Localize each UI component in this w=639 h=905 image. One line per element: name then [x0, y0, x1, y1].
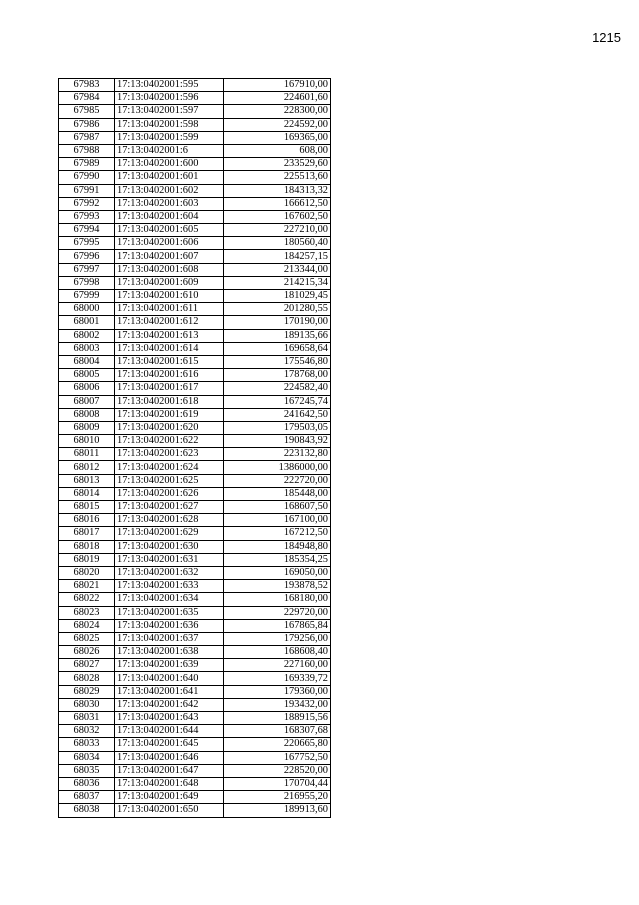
cadastral-value-cell: 1386000,00	[224, 461, 331, 474]
cadastral-number-cell: 17:13:0402001:598	[115, 118, 224, 131]
cadastral-number-cell: 17:13:0402001:650	[115, 804, 224, 817]
cadastral-value-cell: 184313,32	[224, 184, 331, 197]
row-number-cell: 68018	[59, 540, 115, 553]
cadastral-number-cell: 17:13:0402001:620	[115, 421, 224, 434]
table-row	[59, 105, 331, 118]
cadastral-value-cell: 241642,50	[224, 408, 331, 421]
cadastral-value-cell: 168180,00	[224, 593, 331, 606]
table-row	[59, 474, 331, 487]
row-number-cell: 68003	[59, 342, 115, 355]
row-number-cell: 68005	[59, 369, 115, 382]
table-row	[59, 382, 331, 395]
table-row	[59, 593, 331, 606]
cadastral-value-cell: 168307,68	[224, 725, 331, 738]
page-number: 1215	[592, 30, 621, 45]
cadastral-value-cell: 167100,00	[224, 514, 331, 527]
cadastral-value-cell: 216955,20	[224, 791, 331, 804]
row-number-cell: 68006	[59, 382, 115, 395]
cadastral-value-cell: 189135,66	[224, 329, 331, 342]
row-number-cell: 67987	[59, 131, 115, 144]
table-row	[59, 777, 331, 790]
cadastral-value-cell: 189913,60	[224, 804, 331, 817]
cadastral-value-cell: 167910,00	[224, 79, 331, 92]
row-number-cell: 68001	[59, 316, 115, 329]
row-number-cell: 68002	[59, 329, 115, 342]
cadastral-number-cell: 17:13:0402001:611	[115, 303, 224, 316]
table-row	[59, 751, 331, 764]
cadastral-number-cell: 17:13:0402001:628	[115, 514, 224, 527]
table-row	[59, 698, 331, 711]
table-row	[59, 540, 331, 553]
row-number-cell: 68008	[59, 408, 115, 421]
cadastral-value-cell: 224582,40	[224, 382, 331, 395]
row-number-cell: 68038	[59, 804, 115, 817]
row-number-cell: 68030	[59, 698, 115, 711]
cadastral-number-cell: 17:13:0402001:612	[115, 316, 224, 329]
row-number-cell: 68011	[59, 448, 115, 461]
cadastral-number-cell: 17:13:0402001:641	[115, 685, 224, 698]
cadastral-number-cell: 17:13:0402001:599	[115, 131, 224, 144]
table-row	[59, 580, 331, 593]
cadastral-value-cell: 201280,55	[224, 303, 331, 316]
cadastral-value-cell: 233529,60	[224, 158, 331, 171]
row-number-cell: 67992	[59, 197, 115, 210]
row-number-cell: 68016	[59, 514, 115, 527]
table-row	[59, 276, 331, 289]
row-number-cell: 68029	[59, 685, 115, 698]
cadastral-number-cell: 17:13:0402001:624	[115, 461, 224, 474]
cadastral-number-cell: 17:13:0402001:640	[115, 672, 224, 685]
cadastral-number-cell: 17:13:0402001:610	[115, 290, 224, 303]
cadastral-value-cell: 224592,00	[224, 118, 331, 131]
table-row	[59, 408, 331, 421]
cadastral-value-cell: 180560,40	[224, 237, 331, 250]
table-row	[59, 738, 331, 751]
cadastral-number-cell: 17:13:0402001:603	[115, 197, 224, 210]
cadastral-number-cell: 17:13:0402001:613	[115, 329, 224, 342]
cadastral-number-cell: 17:13:0402001:600	[115, 158, 224, 171]
row-number-cell: 67997	[59, 263, 115, 276]
table-row	[59, 369, 331, 382]
table-row	[59, 79, 331, 92]
table-row	[59, 448, 331, 461]
cadastral-value-cell: 190843,92	[224, 435, 331, 448]
cadastral-number-cell: 17:13:0402001:645	[115, 738, 224, 751]
cadastral-number-cell: 17:13:0402001:636	[115, 619, 224, 632]
row-number-cell: 68017	[59, 527, 115, 540]
cadastral-value-cell: 179503,05	[224, 421, 331, 434]
row-number-cell: 67994	[59, 224, 115, 237]
row-number-cell: 68036	[59, 777, 115, 790]
row-number-cell: 67999	[59, 290, 115, 303]
cadastral-number-cell: 17:13:0402001:6	[115, 144, 224, 157]
cadastral-value-cell: 167602,50	[224, 210, 331, 223]
cadastral-number-cell: 17:13:0402001:648	[115, 777, 224, 790]
table-row	[59, 184, 331, 197]
cadastral-value-cell: 193878,52	[224, 580, 331, 593]
cadastral-number-cell: 17:13:0402001:602	[115, 184, 224, 197]
cadastral-value-cell: 175546,80	[224, 355, 331, 368]
cadastral-value-cell: 185354,25	[224, 553, 331, 566]
row-number-cell: 68012	[59, 461, 115, 474]
table-row	[59, 487, 331, 500]
row-number-cell: 67988	[59, 144, 115, 157]
table-row	[59, 131, 331, 144]
cadastral-number-cell: 17:13:0402001:595	[115, 79, 224, 92]
cadastral-number-cell: 17:13:0402001:635	[115, 606, 224, 619]
cadastral-value-cell: 229720,00	[224, 606, 331, 619]
cadastral-number-cell: 17:13:0402001:630	[115, 540, 224, 553]
table-row	[59, 197, 331, 210]
cadastral-number-cell: 17:13:0402001:615	[115, 355, 224, 368]
table-row	[59, 250, 331, 263]
cadastral-value-cell: 169365,00	[224, 131, 331, 144]
cadastral-number-cell: 17:13:0402001:638	[115, 646, 224, 659]
row-number-cell: 68035	[59, 764, 115, 777]
cadastral-number-cell: 17:13:0402001:619	[115, 408, 224, 421]
table-row	[59, 303, 331, 316]
table-row	[59, 659, 331, 672]
cadastral-number-cell: 17:13:0402001:622	[115, 435, 224, 448]
cadastral-number-cell: 17:13:0402001:634	[115, 593, 224, 606]
row-number-cell: 68037	[59, 791, 115, 804]
row-number-cell: 68032	[59, 725, 115, 738]
row-number-cell: 68024	[59, 619, 115, 632]
row-number-cell: 68015	[59, 501, 115, 514]
table-row	[59, 646, 331, 659]
cadastral-value-cell: 185448,00	[224, 487, 331, 500]
cadastral-value-cell: 167865,84	[224, 619, 331, 632]
table-row	[59, 804, 331, 817]
cadastral-value-cell: 608,00	[224, 144, 331, 157]
table-row	[59, 619, 331, 632]
cadastral-number-cell: 17:13:0402001:608	[115, 263, 224, 276]
cadastral-number-cell: 17:13:0402001:639	[115, 659, 224, 672]
table-row	[59, 527, 331, 540]
table-row	[59, 237, 331, 250]
table-row	[59, 224, 331, 237]
table-row	[59, 263, 331, 276]
cadastral-value-cell: 169658,64	[224, 342, 331, 355]
cadastral-value-cell: 223132,80	[224, 448, 331, 461]
table-row	[59, 210, 331, 223]
row-number-cell: 68000	[59, 303, 115, 316]
cadastral-value-cell: 166612,50	[224, 197, 331, 210]
table-row	[59, 329, 331, 342]
table-row	[59, 421, 331, 434]
cadastral-number-cell: 17:13:0402001:625	[115, 474, 224, 487]
row-number-cell: 67995	[59, 237, 115, 250]
cadastral-number-cell: 17:13:0402001:596	[115, 92, 224, 105]
row-number-cell: 68026	[59, 646, 115, 659]
table-row	[59, 290, 331, 303]
cadastral-number-cell: 17:13:0402001:632	[115, 566, 224, 579]
table-row	[59, 395, 331, 408]
cadastral-value-cell: 179256,00	[224, 632, 331, 645]
row-number-cell: 67996	[59, 250, 115, 263]
cadastral-value-cell: 168607,50	[224, 501, 331, 514]
cadastral-number-cell: 17:13:0402001:629	[115, 527, 224, 540]
cadastral-number-cell: 17:13:0402001:649	[115, 791, 224, 804]
row-number-cell: 68028	[59, 672, 115, 685]
table-row	[59, 566, 331, 579]
table-row	[59, 144, 331, 157]
row-number-cell: 67990	[59, 171, 115, 184]
row-number-cell: 68027	[59, 659, 115, 672]
table-row	[59, 632, 331, 645]
row-number-cell: 67989	[59, 158, 115, 171]
row-number-cell: 68007	[59, 395, 115, 408]
cadastral-number-cell: 17:13:0402001:601	[115, 171, 224, 184]
row-number-cell: 67998	[59, 276, 115, 289]
table-row	[59, 355, 331, 368]
cadastral-value-cell: 181029,45	[224, 290, 331, 303]
table-row	[59, 725, 331, 738]
cadastral-value-cell: 225513,60	[224, 171, 331, 184]
cadastral-value-cell: 224601,60	[224, 92, 331, 105]
row-number-cell: 68009	[59, 421, 115, 434]
row-number-cell: 68021	[59, 580, 115, 593]
cadastral-number-cell: 17:13:0402001:631	[115, 553, 224, 566]
row-number-cell: 68023	[59, 606, 115, 619]
table-row	[59, 171, 331, 184]
cadastral-value-cell: 227210,00	[224, 224, 331, 237]
cadastral-value-table	[58, 78, 331, 818]
table-row	[59, 764, 331, 777]
cadastral-value-cell: 188915,56	[224, 712, 331, 725]
cadastral-value-cell: 170704,44	[224, 777, 331, 790]
row-number-cell: 68033	[59, 738, 115, 751]
table-row	[59, 158, 331, 171]
row-number-cell: 68010	[59, 435, 115, 448]
cadastral-value-cell: 179360,00	[224, 685, 331, 698]
cadastral-value-cell: 214215,34	[224, 276, 331, 289]
row-number-cell: 68022	[59, 593, 115, 606]
cadastral-number-cell: 17:13:0402001:623	[115, 448, 224, 461]
table-row	[59, 118, 331, 131]
table-row	[59, 514, 331, 527]
row-number-cell: 67993	[59, 210, 115, 223]
cadastral-value-cell: 170190,00	[224, 316, 331, 329]
cadastral-number-cell: 17:13:0402001:618	[115, 395, 224, 408]
table-row	[59, 316, 331, 329]
cadastral-value-cell: 184257,15	[224, 250, 331, 263]
cadastral-value-cell: 220665,80	[224, 738, 331, 751]
row-number-cell: 68014	[59, 487, 115, 500]
row-number-cell: 68019	[59, 553, 115, 566]
cadastral-number-cell: 17:13:0402001:644	[115, 725, 224, 738]
cadastral-value-cell: 193432,00	[224, 698, 331, 711]
cadastral-number-cell: 17:13:0402001:637	[115, 632, 224, 645]
row-number-cell: 67985	[59, 105, 115, 118]
row-number-cell: 68031	[59, 712, 115, 725]
row-number-cell: 68004	[59, 355, 115, 368]
cadastral-value-cell: 167212,50	[224, 527, 331, 540]
cadastral-number-cell: 17:13:0402001:626	[115, 487, 224, 500]
cadastral-number-cell: 17:13:0402001:609	[115, 276, 224, 289]
cadastral-value-cell: 167245,74	[224, 395, 331, 408]
cadastral-number-cell: 17:13:0402001:646	[115, 751, 224, 764]
table-row	[59, 685, 331, 698]
table-row	[59, 342, 331, 355]
cadastral-number-cell: 17:13:0402001:604	[115, 210, 224, 223]
cadastral-value-cell: 169050,00	[224, 566, 331, 579]
cadastral-value-cell: 168608,40	[224, 646, 331, 659]
cadastral-number-cell: 17:13:0402001:614	[115, 342, 224, 355]
table-row	[59, 712, 331, 725]
cadastral-number-cell: 17:13:0402001:616	[115, 369, 224, 382]
cadastral-value-cell: 228520,00	[224, 764, 331, 777]
table-row	[59, 553, 331, 566]
cadastral-number-cell: 17:13:0402001:606	[115, 237, 224, 250]
row-number-cell: 67983	[59, 79, 115, 92]
cadastral-number-cell: 17:13:0402001:633	[115, 580, 224, 593]
table-row	[59, 501, 331, 514]
cadastral-value-cell: 228300,00	[224, 105, 331, 118]
row-number-cell: 67991	[59, 184, 115, 197]
table-row	[59, 606, 331, 619]
row-number-cell: 67984	[59, 92, 115, 105]
row-number-cell: 68034	[59, 751, 115, 764]
table-row	[59, 461, 331, 474]
cadastral-value-cell: 184948,80	[224, 540, 331, 553]
cadastral-value-cell: 169339,72	[224, 672, 331, 685]
cadastral-value-cell: 167752,50	[224, 751, 331, 764]
table-row	[59, 791, 331, 804]
cadastral-number-cell: 17:13:0402001:597	[115, 105, 224, 118]
cadastral-number-cell: 17:13:0402001:617	[115, 382, 224, 395]
cadastral-value-cell: 222720,00	[224, 474, 331, 487]
cadastral-value-cell: 178768,00	[224, 369, 331, 382]
cadastral-number-cell: 17:13:0402001:642	[115, 698, 224, 711]
cadastral-number-cell: 17:13:0402001:627	[115, 501, 224, 514]
cadastral-number-cell: 17:13:0402001:605	[115, 224, 224, 237]
cadastral-value-cell: 213344,00	[224, 263, 331, 276]
table-body	[59, 79, 331, 818]
cadastral-value-cell: 227160,00	[224, 659, 331, 672]
table-row	[59, 435, 331, 448]
table-row	[59, 92, 331, 105]
cadastral-number-cell: 17:13:0402001:647	[115, 764, 224, 777]
cadastral-number-cell: 17:13:0402001:643	[115, 712, 224, 725]
table-row	[59, 672, 331, 685]
row-number-cell: 68013	[59, 474, 115, 487]
cadastral-number-cell: 17:13:0402001:607	[115, 250, 224, 263]
row-number-cell: 68025	[59, 632, 115, 645]
row-number-cell: 67986	[59, 118, 115, 131]
row-number-cell: 68020	[59, 566, 115, 579]
